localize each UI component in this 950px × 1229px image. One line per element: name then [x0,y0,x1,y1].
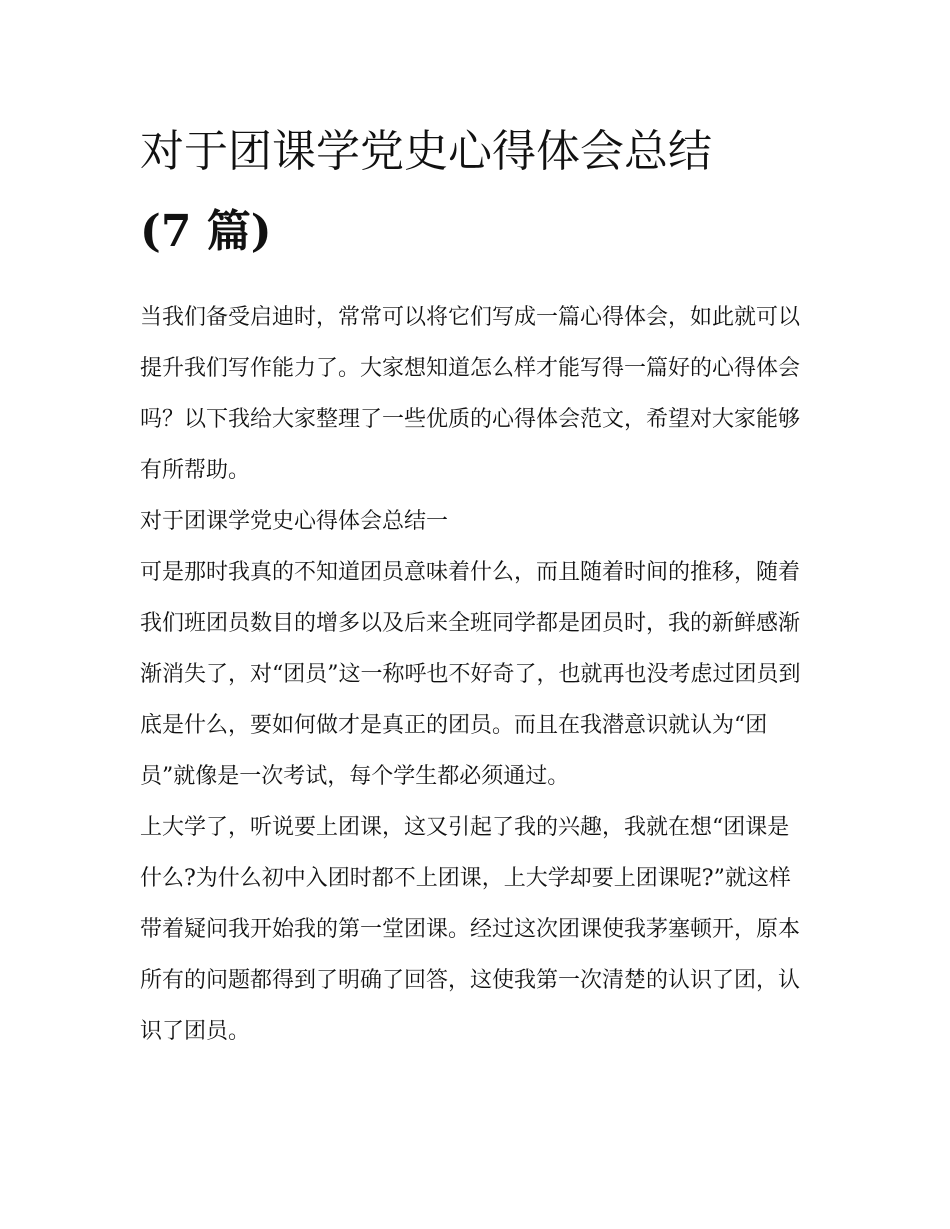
title-main: 对于团课学党史心得体会总结 [140,126,712,177]
body-paragraph-2: 上大学了，听说要上团课，这又引起了我的兴趣，我就在想“团课是什么?为什么初中入团时都不上团课，上大学却要上团课呢?”就这样带着疑问我开始我的第一堂团课。经过这次团课使我茅塞顿开，原本所有的问题都得到了明确了回答，这使我第一次清楚的认识了团，认识了团员。 [140,815,801,1044]
document-title [140,112,810,272]
title-suffix: (7 篇) [140,206,272,257]
document-body [140,292,810,1057]
intro-paragraph: 当我们备受启迪时，常常可以将它们写成一篇心得体会，如此就可以提升我们写作能力了。大家想知道怎么样才能写得一篇好的心得体会吗？以下我给大家整理了一些优质的心得体会范文，希望对大家能够有所帮助。 [140,305,801,483]
body-paragraph-1: 可是那时我真的不知道团员意味着什么，而且随着时间的推移，随着我们班团员数目的增多以及后来全班同学都是团员时，我的新鲜感渐渐消失了，对“团员”这一称呼也不好奇了，也就再也没考虑过团员到底是什么，要如何做才是真正的团员。而且在我潜意识就认为“团员”就像是一次考试，每个学生都必须通过。 [140,560,801,789]
section-heading: 对于团课学党史心得体会总结一 [140,509,449,534]
